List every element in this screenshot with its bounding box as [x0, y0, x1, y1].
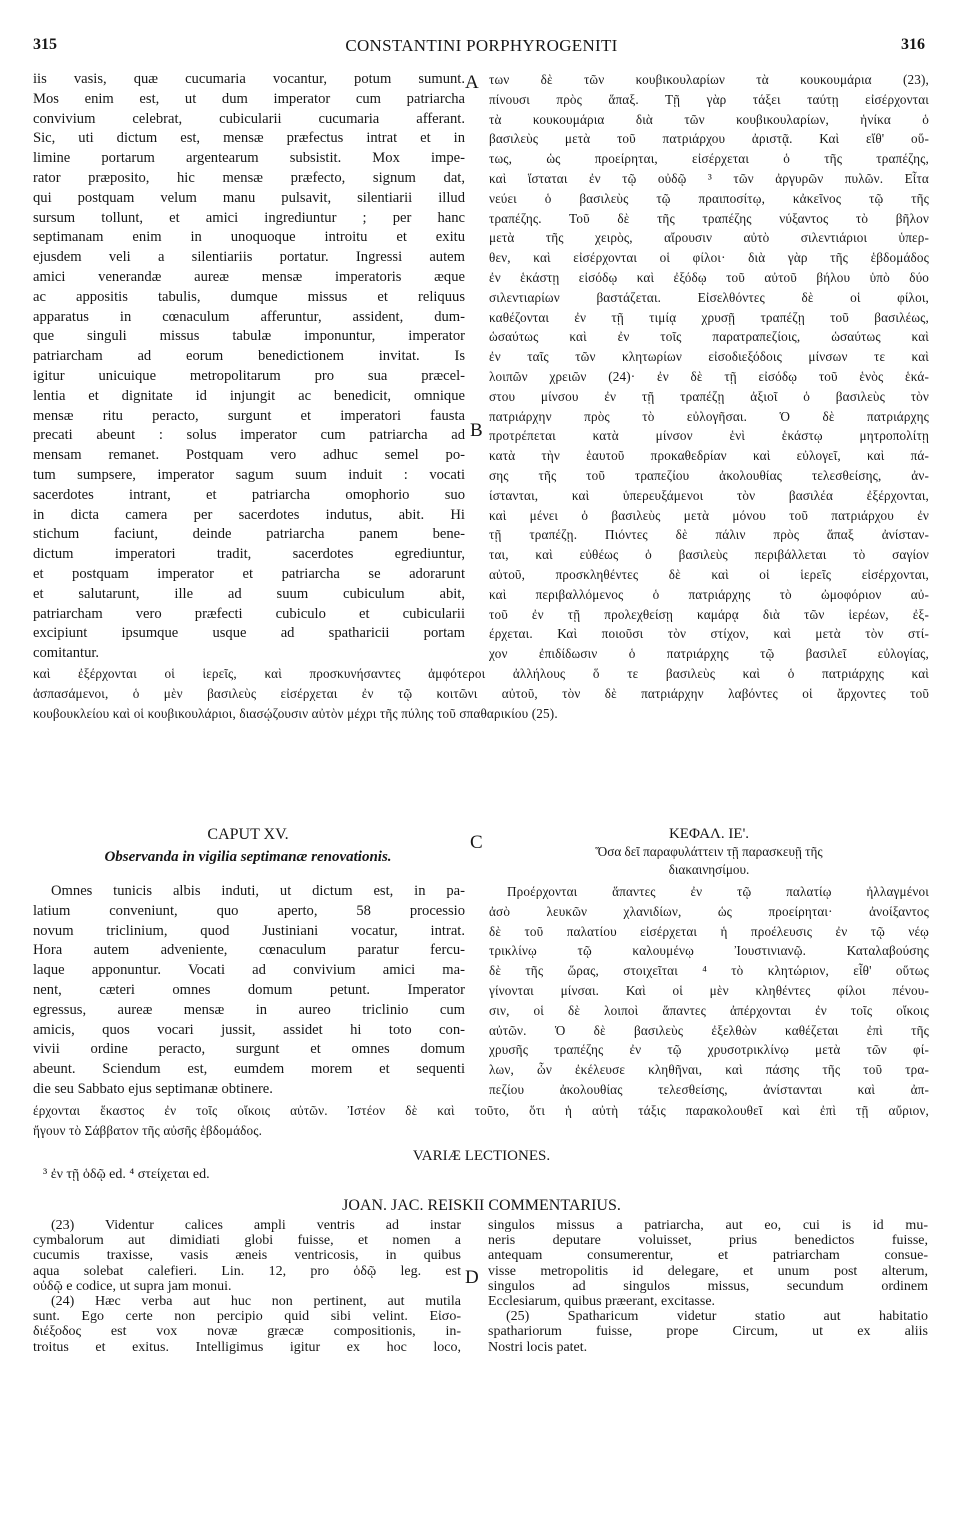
- commentary-line: singulos missus a patriarcha, aut eo, cui is id mu-: [488, 1218, 928, 1233]
- latin-line: mensam remanet. Postquam vero adhuc semel po-: [33, 447, 465, 464]
- commentary-line: cymbalorum aut dimidiati globi fuisse, et nomen a: [33, 1233, 461, 1249]
- greek-chapter-heading: ΚΕΦΑΛ. ΙΕ'.: [668, 826, 750, 842]
- greek-line: ἀσὸ λευκῶν χλανιδίων, ὡς προείρηται· ἀνοίξαντος: [489, 903, 929, 919]
- greek-line: καὶ περιβαλλόμενος ὁ πατριάρχης τὸ ὠμοφόριον αὐ-: [489, 586, 929, 602]
- commentary-line: spathariorum fuisse, prope Circum, ut ex aliis: [488, 1324, 928, 1340]
- latin-line: iis vasis, quæ cucumaria vocantur, potum sumunt.: [33, 71, 465, 87]
- latin-line: que singuli missus tabulæ imponuntur, imperator: [33, 328, 465, 345]
- greek-line: τρικλίνῳ τῷ καλουμένῳ Ἰουστινιανῷ. Καταλαβούσης: [489, 943, 929, 959]
- latin-line: amicis, quos vocari jussit, assidet hi toto con-: [33, 1021, 465, 1038]
- commentary-line: οὐδῷ e codice, ut supra jam monui.: [33, 1278, 232, 1294]
- greek-line: των δὲ τῶν κουβικουλαρίων τὰ κουκουμάρια (23),: [489, 72, 929, 87]
- latin-line: die seu Sabbato ejus septimanæ obtinere.: [33, 1080, 273, 1097]
- commentary-line: antequam consumerentur, et patriarcham consue-: [488, 1248, 928, 1264]
- greek-line: σιλεντιαρίων βαστάζεται. Εἰσελθόντες δὲ οἱ φίλοι,: [489, 289, 929, 305]
- greek-line: έρχεται. Καὶ ποιοῦσι τὸν στίχον, καὶ μετὰ τὸν στί-: [489, 626, 929, 642]
- latin-line: igitur unicuique metropolitarum pro sua præcel-: [33, 367, 465, 384]
- greek-full-width-section2: [33, 1101, 929, 1141]
- latin-chapter-subheading: Observanda in vigilia septimanæ renovationis.: [104, 849, 392, 865]
- latin-line: dictum imperatori tradit, sacerdotes egrediuntur,: [33, 546, 465, 563]
- commentary-line: Nostri locis patet.: [488, 1339, 588, 1355]
- commentary-line: neris deputare voluisset, prius benedictos fuisse,: [488, 1233, 928, 1249]
- greek-line: δὲ τῆς ὥρας, στοιχεῖται ⁴ τὸ κλητώριον, εἶθ' οὕτως: [489, 963, 929, 979]
- latin-chapter-heading: CAPUT XV.: [207, 826, 289, 843]
- commentary-line: aqua solebat calefieri. Lin. 12, pro ὁδῷ leg. est: [33, 1263, 461, 1279]
- commentary-line: troitus et exitus. Intelligimus igitur ex hoc loco,: [33, 1339, 461, 1355]
- latin-line: ac appositis tabulis, dumque missus et reliquus: [33, 288, 465, 305]
- latin-line: egressus, aureæ mensæ in aureo triclinio cum: [33, 1001, 465, 1018]
- latin-line: abeunt. Sciendum est, eumdem morem et sequenti: [33, 1061, 465, 1078]
- greek-line: χρυσῆς τραπέζης ἐν τῷ χρυσοτρικλίνῳ μετὰ τῶν φί-: [489, 1042, 929, 1058]
- commentary-line: (24) Hæc verba aut huc non pertinent, aut mutila: [51, 1293, 461, 1309]
- greek-line: καθέζονται ἐν τῇ τιμίᾳ χρυσῇ τραπέζῃ τοῦ βασιλέως,: [489, 309, 929, 325]
- greek-line: τῇ τραπέζῃ. Πιόντες δὲ πάλιν πρὸς ἅπαξ ἀνίσταν-: [489, 527, 929, 543]
- latin-line: et salutarunt, ille ad suum cubiculum abit,: [33, 585, 465, 602]
- latin-line: Omnes tunicis albis induti, ut dictum est, in pa-: [51, 883, 465, 899]
- commentary-line: (23) Videntur calices ampli ventris ad instar: [51, 1218, 461, 1233]
- latin-line: convivium celebrat, cubicularii cucumaria afferant.: [33, 110, 465, 127]
- greek-line: δὲ τοῦ παλατίου εἰσέρχεται ἡ προέλευσις ἐν τῷ νέῳ: [489, 923, 929, 939]
- commentary-right-column: [488, 1218, 928, 1355]
- greek-line: προτρέπεται κατὰ μίνσον ἑνὶ ἑκάστῳ μητροπολίτῃ: [489, 428, 929, 444]
- greek-line: ἤγουν τὸ Σάββατον τῆς αὐσῆς ἑβδομάδος.: [33, 1122, 263, 1138]
- greek-line: σιν, οἱ δὲ λοιποὶ ἅπαντες ἀπέρχονται ἐν τοῖς οἴκοις: [489, 1002, 929, 1018]
- variae-text: ³ ἐν τῇ ὁδῷ ed. ⁴ στείχεται ed.: [43, 1167, 210, 1182]
- greek-line: ἀσπασάμενοι, ὁ μὲν βασιλεὺς εἰσέρχεται ἐν τῷ κοιτῶνι αὐτοῦ, τὸν δὲ πατριάρχην λαβόντες οἱ ἄρχοντες τοῦ: [33, 685, 929, 701]
- latin-line: rator præposito, hic mensæ præfecto, signum dat,: [33, 169, 465, 186]
- greek-line: τραπέζης. Τοῦ δὲ τῆς τραπέζης νύξαντος τὸ βῆλον: [489, 210, 929, 226]
- latin-line: sursum tollunt, et amici ingrediuntur ; per hanc: [33, 209, 465, 226]
- commentary-line: singulos ad singulos missus, secundum ordinem: [488, 1278, 928, 1294]
- latin-line: laque apponuntur. Vocati ad convivium amici ma-: [33, 962, 465, 979]
- commentary-line: sunt. Ego certe non percipio quid sibi velint. Εἰσο-: [33, 1309, 461, 1325]
- greek-line: πίνουσι πρὸς ἅπαξ. Τῇ γὰρ τάξει ταύτῃ εἰσέρχονται: [489, 91, 929, 107]
- latin-line: patriarcham ad eorum benedictionem invitat. Is: [33, 348, 465, 365]
- commentarius-heading: JOAN. JAC. REISKII COMMENTARIUS.: [342, 1197, 621, 1214]
- greek-line: καὶ μένει ὁ βασιλεὺς μετὰ μόνου τοῦ πατριάρχου ἐν: [489, 507, 929, 523]
- latin-line: Sic, uti dictum est, mensæ præfectus intrat et in: [33, 130, 465, 147]
- latin-line: precati abeunt : solus imperator cum patriarcha ad: [33, 427, 465, 444]
- commentary-line: (25) Spatharicum videtur statio aut habitatio: [506, 1309, 928, 1325]
- latin-line: nent, cæteri omnes domum petunt. Imperator: [33, 981, 465, 998]
- greek-line: ἐν ἑκάστῃ εἰσόδῳ καὶ ἐξόδῳ τοῦ αὐτοῦ βήλου ὑπὸ δύο: [489, 269, 929, 285]
- latin-line: latium conveniunt, quo aperto, 58 processio: [33, 902, 465, 919]
- greek-line: καὶ ἵσταται ἐν τῷ οὐδῷ ³ τῶν ἀργυρῶν πυλῶν. Εἶτα: [489, 170, 929, 186]
- greek-chapter-subheading-2: διακαινησίμου.: [668, 862, 750, 877]
- latin-line: sacerdotes intrant, et patriarcha omophorio suo: [33, 486, 465, 503]
- greek-line: γίνονται μίνσαι. Καὶ οἱ μὲν κληθέντες φίλοι πένου-: [489, 982, 929, 998]
- latin-column-section1: [33, 70, 465, 664]
- margin-letter-d: D: [465, 1267, 479, 1288]
- variae-heading: VARIÆ LECTIONES.: [412, 1148, 551, 1164]
- latin-line: vivii ordine peracto, surgunt et omnes domum: [33, 1041, 465, 1058]
- latin-line: excipiunt ipsumque usque ad spatharicii portam: [33, 625, 465, 642]
- latin-line: septimanam enim in unoquoque introitu et exitu: [33, 229, 465, 246]
- greek-line: αὐτῶν. Ὁ δὲ βασιλεὺς ἐξελθὼν καθέζεται ἐπὶ τῆς: [489, 1022, 929, 1038]
- latin-line: lentia et dignitate id injungit ac benedicit, omnique: [33, 387, 465, 404]
- commentary-left-column: [33, 1218, 461, 1355]
- latin-column-section2: [33, 882, 465, 1100]
- greek-line: έρχονται ἕκαστος ἐν τοῖς οἴκοις αὐτῶν. Ἰστέον δὲ καὶ τοῦτο, ὅτι ἡ αὐτὴ τάξις παρακολουθεῖ καὶ ἐπὶ τῇ αὔριον,: [33, 1103, 929, 1118]
- margin-letter-c: C: [470, 832, 483, 853]
- margin-letter-a: A: [465, 72, 479, 93]
- greek-line: ίστανται, καὶ ὑπερευξάμενοι τὸν βασιλέα ἐξέρχονται,: [489, 487, 929, 503]
- greek-line: νεύει ὁ βασιλεὺς τῷ πραιποσίτῳ, κἀκεῖνος τῷ τῆς: [489, 190, 929, 206]
- greek-line: τοῦ ἐν τῇ προλεχθείσῃ καμάρᾳ διὰ τῶν ἱερέων, ἐξ-: [489, 606, 929, 622]
- greek-line: τως, ὡς προείρηται, εἰσέρχεται ὁ τῆς τραπέζης,: [489, 151, 929, 167]
- latin-line: mensæ ritu peracto, surgunt et imperatori fausta: [33, 407, 465, 424]
- latin-line: stichum faciunt, deinde patriarcha panem bene-: [33, 526, 465, 543]
- commentary-line: Ecclesiarum, quibus præerant, excitasse.: [488, 1293, 716, 1309]
- commentary-line: visse metropolitis id delegare, et unum post alterum,: [488, 1263, 928, 1279]
- greek-line: ται, καὶ εὐθέως ὁ βασιλεὺς περιβάλλεται τὸ σαγίον: [489, 547, 929, 563]
- commentary-line: διέξοδος est vox novæ græcæ compositionis, in-: [33, 1324, 461, 1340]
- greek-line: λων, ὧν ἐκέλευσε κληθῆναι, καὶ πάσης τῆς τοῦ τρα-: [489, 1062, 929, 1078]
- page-number-right: 316: [901, 36, 925, 53]
- latin-line: ejusdem veli a silentiariis portatur. Ingressi autem: [33, 249, 465, 266]
- latin-line: comitantur.: [33, 645, 100, 662]
- latin-line: tum sumpsere, imperator sagum suum induit : vocati: [33, 466, 465, 483]
- greek-line: καὶ ἐξέρχονται οἱ ἱερεῖς, καὶ προσκυνήσαντες ἀμφότεροι ἀλλήλους ὅ τε βασιλεὺς καὶ ὁ πατριάρχης καὶ: [33, 666, 929, 681]
- greek-line: σης τῆς τοῦ τραπεζίου ἀκολουθίας τελεσθείσης, ἀν-: [489, 467, 929, 483]
- greek-line: λοιπῶν χρειῶν (24)· ἐν δὲ τῇ εἰσόδῳ τοῦ ἑνὸς ἑκά-: [489, 368, 929, 384]
- running-title: CONSTANTINI PORPHYROGENITI: [345, 36, 618, 55]
- greek-line: μετὰ τῆς χειρὸς, αἴρουσιν αὐτὸ σιλεντιάριοι ὑπερ-: [489, 230, 929, 246]
- greek-line: πεζίου ἀκολουθίας τελεσθείσης, ἀνίστανται καὶ ἀπ-: [489, 1081, 929, 1097]
- latin-line: apparatus in cœnaculum afferuntur, assident, dum-: [33, 308, 465, 325]
- greek-line: κουβουκλείου καὶ οἱ κουβικουλάριοι, διασῴζουσιν αὐτὸν μέχρι τῆς πύλης τοῦ σπαθαρικίου (25).: [33, 705, 558, 721]
- greek-line: ὡσαύτως καὶ ἐν τοῖς παρατραπεζίοις, ὡσαύτως καὶ: [489, 329, 929, 345]
- latin-line: Hora autem adveniente, cœnaculum paratur fercu-: [33, 942, 465, 959]
- latin-line: amici venerandæ aureæ mensæ imperatoris æque: [33, 268, 465, 285]
- greek-line: πατριάρχην πρὸς τὸ εὐλογῆσαι. Ὁ δὲ πατριάρχης: [489, 408, 929, 424]
- greek-full-width-section1: [33, 664, 929, 723]
- greek-line: θεν, καὶ εἰσέρχονται οἱ φίλοι· διὰ γὰρ τῆς ἑβδομάδος: [489, 250, 929, 266]
- greek-line: αὐτοῦ, προσκληθέντες δὲ καὶ οἱ ἱερεῖς εἰσέρχονται,: [489, 566, 929, 582]
- latin-line: novum triclinium, quod Justiniani vocatur, intrat.: [33, 922, 465, 939]
- latin-line: patriarcham vero præfecti cubiculo et cubicularii: [33, 605, 465, 622]
- margin-letter-b: B: [470, 420, 483, 441]
- greek-line: στου μίνσου ἐν τῇ τραπέζῃ ἀξιοῖ ὁ βασιλεὺς τὸν: [489, 388, 929, 404]
- greek-line: τὰ κουκουμάρια διὰ τῶν κουβικουλαρίων, ἡνίκα ὁ: [489, 111, 929, 127]
- page-number-left: 315: [33, 36, 57, 53]
- greek-column-section2: [489, 882, 929, 1100]
- latin-line: qui postquam velum manu pulsavit, silentiarii illud: [33, 189, 465, 206]
- latin-line: et postquam imperator et patriarcha se adorarunt: [33, 565, 465, 582]
- greek-line: κατὰ τὴν ἑαυτοῦ προκαθεδρίαν καὶ εὐλογεῖ, καὶ πά-: [489, 448, 929, 464]
- greek-line: Προέρχονται ἅπαντες ἐν τῷ παλατίῳ ἠλλαγμένοι: [507, 884, 929, 899]
- greek-chapter-subheading-1: Ὅσα δεῖ παραφυλάττειν τῇ παρασκευῇ τῆς: [595, 844, 823, 859]
- greek-line: χον ἐπιδίδωσιν ὁ πατριάρχης τῷ βασιλεῖ εὐλογίας,: [489, 646, 929, 662]
- greek-column-section1: [489, 70, 929, 664]
- latin-line: Mos enim est, ut dum imperator cum patriarcha: [33, 90, 465, 107]
- commentary-line: cucumis traxisse, vasis æneis ventricosis, in quibus: [33, 1248, 461, 1264]
- greek-line: ἐν ταῖς τῶν κλητωρίων εἰσοδιεξόδοις μίνσων τε καὶ: [489, 349, 929, 365]
- greek-line: βασιλεὺς μετὰ τοῦ πατριάρχου ἀριστᾷ. Καὶ εἴθ' οὕ-: [489, 131, 929, 147]
- latin-line: limine portarum argentearum subsistit. Mox impe-: [33, 150, 465, 167]
- latin-line: in dicta camera per sacerdotes indutus, abit. Hi: [33, 506, 465, 523]
